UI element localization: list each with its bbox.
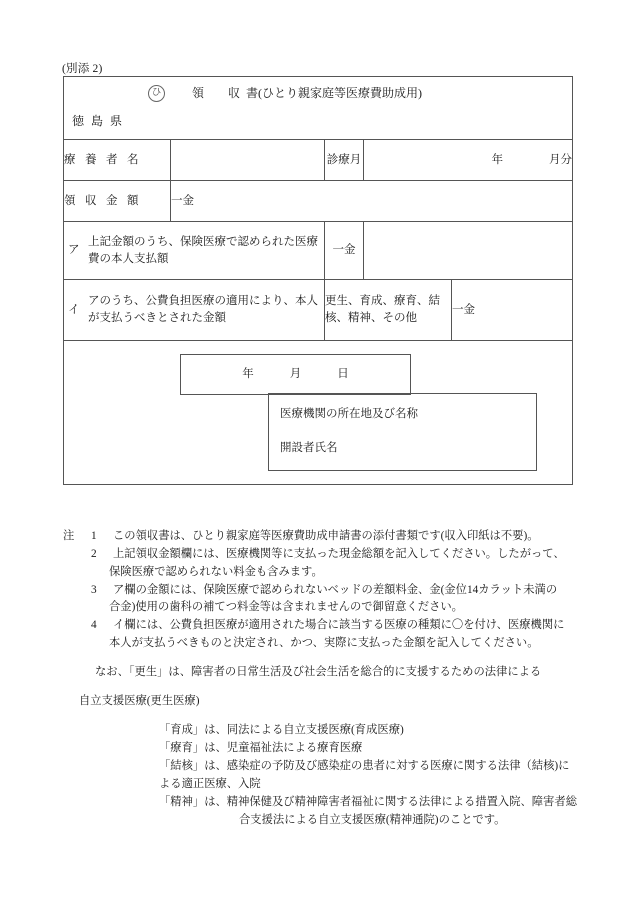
founder-name-label: 開設者氏名 [280,442,338,454]
note-item-2 [63,546,608,582]
term-item: 「育成」は、同法による自立支援医療(育成医療) [159,724,404,737]
table-row-header [64,77,573,140]
row-b-mark: イ [68,303,80,316]
date-month-label: 月 [289,368,302,380]
note-body-2 [109,546,608,582]
note-line: 上記領収金額欄には、医療機関等に支払った現金総額を記入してください。したがって、 [113,547,565,560]
term-definition-list [159,722,608,829]
receipt-amount-value[interactable]: 一金 [171,181,573,222]
note-item-3 [63,582,608,618]
note-number-1: 1 [91,530,97,542]
page-title [192,85,422,102]
row-b-categories[interactable]: 更生、育成、療育、結核、精神、その他 [325,280,452,341]
note-line: 保険医療で認められない料金も含みます。 [109,565,323,578]
note-item-1 [63,528,608,546]
row-a-amount-value[interactable] [364,222,573,280]
patient-name-value[interactable] [171,140,325,181]
note-number-2: 2 [91,547,97,560]
row-a-mark: ア [68,244,80,257]
note-line: 合金)使用の歯科の補てつ料金等は含まれませんので御留意ください。 [109,601,463,614]
note-body-4 [109,617,608,653]
note-supplement-line-1: なお、「更生」は、障害者の日常生活及び社会生活を総合的に支援するための法律による [95,666,542,679]
row-b-text: アのうち、公費負担医療の適用により、本人が支払うべきとされた金額 [88,295,318,324]
treatment-month-value[interactable]: 年 月分 [364,140,573,181]
date-day-label: 日 [337,368,349,380]
institution-label: 医療機関の所在地及び名称 [280,408,418,420]
row-b-amount-value[interactable]: 一金 [452,280,573,341]
notes-heading: 注 [63,530,75,542]
note-body-1 [113,528,608,546]
row-a-description-cell [64,222,325,280]
institution-box[interactable] [268,393,537,471]
table-row-signature [64,341,573,485]
term-item: 合支援法による自立支援医療(精神通院)のことです。 [239,813,506,826]
page-title-prefix: 領 収 [192,86,247,100]
form-header-cell [64,77,573,140]
note-line: イ欄には、公費負担医療が適用された場合に該当する医療の種類に〇を付け、医療機関に [113,619,565,632]
signature-area [64,341,573,485]
seal-icon: ひ [148,85,165,102]
table-row-a [64,222,573,280]
receipt-form-table [63,76,573,485]
table-row-patient [64,140,573,181]
treatment-month-label: 診療月 [325,140,364,181]
note-item-4 [63,617,608,653]
notes-section [63,528,608,830]
row-a-amount-prefix: 一金 [325,222,364,280]
note-line: 本人が支払うべきものと決定され、かつ、実際に支払った金額を記入してください。 [109,637,539,650]
row-a-text: 上記金額のうち、保険医療で認められた医療費の本人支払額 [88,235,318,265]
note-number-4: 4 [91,619,97,632]
term-item: 「精神」は、精神保健及び精神障害者福祉に関する法律による措置入院、障害者総 [159,795,577,808]
term-item: 「結核」は、感染症の予防及び感染症の患者に対する医療に関する法律（結核)に [159,760,570,773]
note-line: この領収書は、ひとり親家庭等医療費助成申請書の添付書類です(収入印紙は不要)。 [113,530,539,542]
note-line: ア欄の金額には、保険医療で認められないベッドの差額料金、金(金位14カラット未満の [113,583,558,596]
note-number-3: 3 [91,583,97,596]
patient-name-label: 療養者名 [64,140,171,181]
table-row-receipt-amount [64,181,573,222]
note-supplement [79,664,608,711]
note-body-3 [109,582,608,618]
term-item: よる適正医療、入院 [159,778,261,791]
date-year-label: 年 [242,368,254,380]
page-title-main: 書(ひとり親家庭等医療費助成用) [246,86,423,100]
date-box[interactable] [180,354,411,395]
row-b-description-cell [64,280,325,341]
note-supplement-line-2: 自立支援医療(更生医療) [79,695,200,708]
receipt-amount-label: 領収金額 [64,181,171,222]
table-row-b [64,280,573,341]
annex-label: (別添 2) [62,63,103,75]
prefecture-name: 徳島県 [72,114,130,128]
term-item: 「療育」は、児童福祉法による療育医療 [159,742,363,755]
